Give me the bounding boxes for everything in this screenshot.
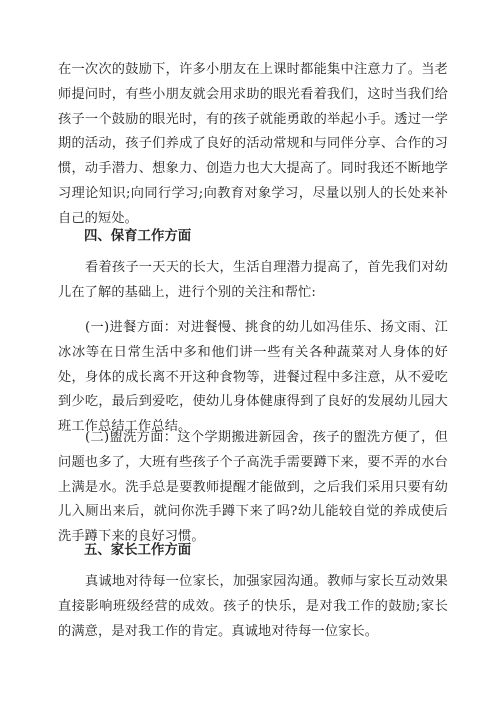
section-heading-parents: 五、家长工作方面 — [84, 542, 192, 558]
paragraph-washing: (二)盥洗方面：这个学期搬进新园舍，孩子的盥洗方便了，但问题也多了，大班有些孩子个子高洗手需要蹲下来，要不弄的水台上满是水。洗手总是要教师提醒才能做到，之后我们采用只要有幼儿入厕出来后，就问你洗手蹲下来了吗?幼儿能较自觉的养成使后洗手蹲下来的良好习惯。 — [58, 430, 448, 545]
paragraph-parents: 真诚地对待每一位家长，加强家园沟通。教师与家长互动效果直接影响班级经营的成效。孩子的快乐，是对我工作的鼓励;家长的满意，是对我工作的肯定。真诚地对待每一位家长。 — [58, 574, 448, 639]
section-heading-childcare: 四、保育工作方面 — [84, 228, 192, 244]
paragraph-childcare-intro: 看着孩子一天天的长大，生活自理潜力提高了，首先我们对幼儿在了解的基础上，进行个别的关注和帮忙: — [58, 260, 448, 300]
paragraph-eating: (一)进餐方面：对进餐慢、挑食的幼儿如冯佳乐、扬文雨、江冰冰等在日常生活中多和他们讲一些有关各种蔬菜对人身体的好处，身体的成长离不开这种食物等，进餐过程中多注意，从不爱吃到少吃，最后到爱吃，使幼儿身体健康得到了良好的发展幼儿园大班工作总结工作总结。 — [58, 320, 448, 435]
paragraph-encouragement: 在一次次的鼓励下，许多小朋友在上课时都能集中注意力了。当老师提问时，有些小朋友就会用求助的眼光看着我们，这时当我们给孩子一个鼓励的眼光时，有的孩子就能勇敢的举起小手。透过一学期的活动，孩子们养成了良好的活动常规和与同伴分享、合作的习惯，动手潜力、想象力、创造力也大大提高了。同时我还不断地学习理论知识;向同行学习;向教育对象学习，尽量以别人的长处来补自己的短处。 — [58, 62, 448, 226]
